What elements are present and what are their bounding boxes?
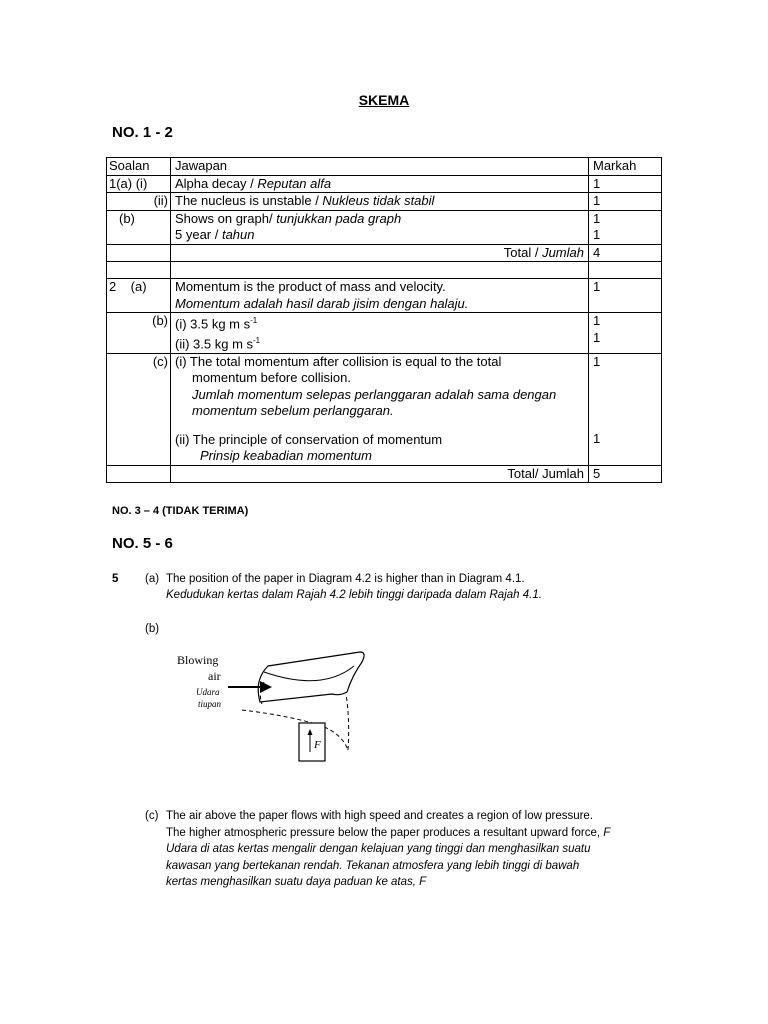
force-box <box>299 723 325 761</box>
mark-cell <box>589 210 662 244</box>
answer-ms: tunjukkan pada graph <box>276 210 402 226</box>
answer-cell <box>171 210 589 244</box>
question-number: 5 <box>112 573 119 585</box>
question-label: (b) <box>107 313 171 354</box>
part-c-answer: The air above the paper flows with high speed and creates a region of low pressure. The higher atmospheric pressure below the paper produces a resultant upward force, F Udara di atas kertas mengalir dengan kelajuan yang tinggi dan menghasilkan suatu kawasan yang bertekanan rendah. Tekanan atmosfera yang lebih tinggi di bawah kertas menghasilkan suatu daya paduan ke atas, F <box>166 810 611 888</box>
paper-raised-shape <box>258 652 364 702</box>
mark-cell: 1 <box>589 193 662 211</box>
page-title: SKEMA <box>358 92 410 108</box>
mark-cell: 1 <box>589 279 662 313</box>
part-a-label: (a) <box>145 573 160 585</box>
diagram-label-udara: Udara <box>196 687 220 697</box>
total-mark: 4 <box>589 244 662 262</box>
answer-en: The nucleus is unstable / <box>175 193 323 208</box>
spacer-row <box>107 262 662 279</box>
answer-cell <box>171 279 589 313</box>
diagram-label-blowing: Blowing <box>177 653 219 667</box>
mark-value: 1 <box>593 210 601 226</box>
answer-ms: tahun <box>221 227 255 242</box>
section-heading-3-4: NO. 3 – 4 (TIDAK TERIMA) <box>112 505 249 517</box>
force-label: F <box>314 739 321 751</box>
table-row <box>107 210 662 244</box>
part-a-answer: The position of the paper in Diagram 4.2 is higher than in Diagram 4.1. Kedudukan kertas dalam Rajah 4.2 lebih tinggi daripada dalam Rajah 4.1. <box>166 573 542 601</box>
section-heading-1-2: NO. 1 - 2 <box>112 124 173 141</box>
section-heading-5-6: NO. 5 - 6 <box>112 535 173 552</box>
question-label: (c) <box>107 353 171 465</box>
answer-cell: (i) The total momentum after collision is equal to the total momentum before collision. Jumlah momentum selepas perlanggaran adalah sama dengan momentum sebelum perlanggaran. (ii) The principle of conservation of momentum Prinsip keabadian momentum <box>171 353 589 465</box>
diagram-label-air: air <box>208 669 221 683</box>
total-label: Total / Jumlah <box>171 244 589 262</box>
air-arrow-head <box>260 681 272 693</box>
table-row <box>107 313 662 354</box>
blowing-air-diagram <box>172 630 402 770</box>
diagram-label-tiupan: tiupan <box>198 699 222 709</box>
table-row <box>107 279 662 313</box>
answer-ms: Reputan alfa <box>257 175 332 191</box>
mark-cell <box>589 353 662 465</box>
answer-table <box>106 157 662 483</box>
header-jawapan: Jawapan <box>171 158 589 176</box>
mark-cell: 1 <box>589 175 662 193</box>
answer-ms: Nukleus tidak stabil <box>322 193 435 208</box>
mark-value: 1 <box>593 329 601 345</box>
total-row <box>107 244 662 262</box>
mark-value: 1 <box>593 353 601 369</box>
header-markah: Markah <box>589 158 662 176</box>
total-row <box>107 465 662 483</box>
table-row <box>107 353 662 465</box>
part-b-label: (b) <box>145 623 160 635</box>
answer-en: Alpha decay / <box>175 175 258 191</box>
paper-edge-line <box>264 666 354 681</box>
table-row <box>107 193 662 211</box>
answer-en: Shows on graph/ <box>175 210 277 226</box>
mark-value: 1 <box>593 431 601 447</box>
part-c-label: (c) <box>145 810 159 822</box>
question-label: (b) <box>107 210 171 244</box>
table-header-row <box>107 158 662 176</box>
answer-cell: (i) 3.5 kg m $s^{-1}$ (ii) 3.5 kg m $s^{-1}$ <box>171 313 589 354</box>
question-label: 2 (a) <box>107 279 171 313</box>
total-mark: 5 <box>589 465 662 483</box>
answer-cell <box>171 193 589 211</box>
answer-en: Momentum is the product of mass and velocity. <box>175 279 446 294</box>
question-label: 1(a) (i) <box>107 175 171 193</box>
mark-value: 1 <box>593 227 601 242</box>
table-row <box>107 175 662 193</box>
question-label: (ii) <box>107 193 171 211</box>
mark-value: 1 <box>593 313 601 328</box>
answer-ms: Momentum adalah hasil darab jisim dengan halaju. <box>175 295 469 311</box>
answer-en: 5 year / <box>175 227 222 242</box>
mark-cell <box>589 313 662 354</box>
header-soalan: Soalan <box>107 158 171 176</box>
total-label: Total/ Jumlah <box>171 465 589 483</box>
answer-cell <box>171 175 589 193</box>
